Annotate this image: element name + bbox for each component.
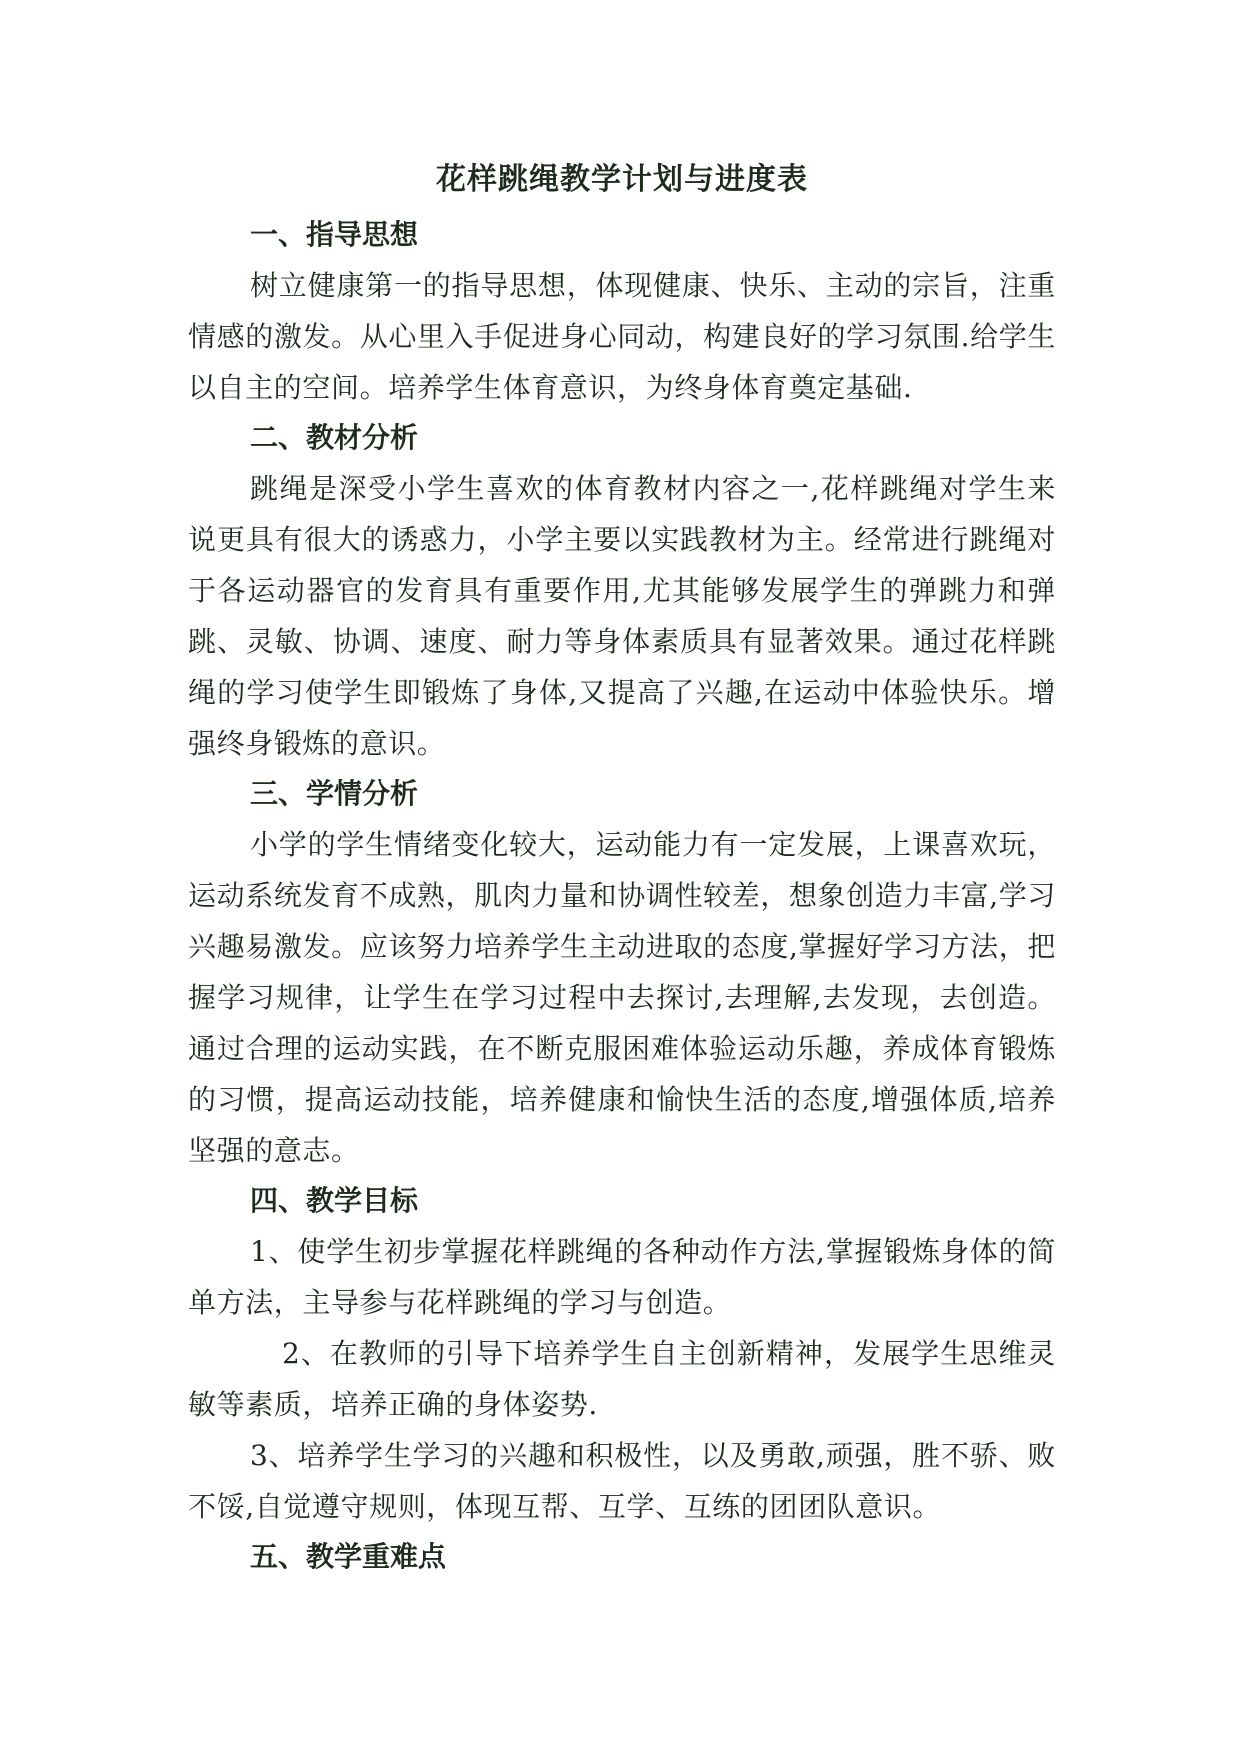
objective-item: 3、培养学生学习的兴趣和积极性，以及勇敢,顽强，胜不骄、败不馁,自觉遵守规则，体现互帮、互学、互练的团团队意识。 [188,1439,1056,1523]
section-key-difficulties [188,1532,1056,1582]
section-heading: 四、教学目标 [250,1184,419,1217]
section-heading: 三、学情分析 [250,777,419,810]
section-paragraph: 小学的学生情绪变化较大，运动能力有一定发展，上课喜欢玩，运动系统发育不成熟，肌肉力量和协调性较差，想象创造力丰富,学习兴趣易激发。应该努力培养学生主动进取的态度,掌握好学习方法，把握学习规律，让学生在学习过程中去探讨,去理解,去发现，去创造。通过合理的运动实践，在不断克服困难体验运动乐趣，养成体育锻炼的习惯，提高运动技能，培养健康和愉快生活的态度,增强体质,培养坚强的意志。 [188,828,1056,1167]
section-teaching-objectives [188,1176,1056,1532]
section-guiding-ideology [188,210,1056,413]
section-paragraph: 跳绳是深受小学生喜欢的体育教材内容之一,花样跳绳对学生来说更具有很大的诱惑力，小学主要以实践教材为主。经常进行跳绳对于各运动器官的发育具有重要作用,尤其能够发展学生的弹跳力和弹跳、灵敏、协调、速度、耐力等身体素质具有显著效果。通过花样跳绳的学习使学生即锻炼了身体,又提高了兴趣,在运动中体验快乐。增强终身锻炼的意识。 [188,472,1056,760]
section-student-analysis [188,769,1056,1176]
objective-item: 1、使学生初步掌握花样跳绳的各种动作方法,掌握锻炼身体的简单方法，主导参与花样跳绳的学习与创造。 [188,1235,1056,1319]
section-heading: 五、教学重难点 [250,1540,447,1573]
section-paragraph: 树立健康第一的指导思想，体现健康、快乐、主动的宗旨，注重情感的激发。从心里入手促进身心同动，构建良好的学习氛围.给学生以自主的空间。培养学生体育意识，为终身体育奠定基础. [188,269,1056,404]
document-title: 花样跳绳教学计划与进度表 [436,162,808,197]
section-textbook-analysis [188,413,1056,769]
section-heading: 一、指导思想 [250,218,419,251]
section-heading: 二、教材分析 [250,421,419,454]
document-page [188,150,1056,1582]
objective-item: 2、在教师的引导下培养学生自主创新精神，发展学生思维灵敏等素质，培养正确的身体姿势. [188,1337,1056,1421]
